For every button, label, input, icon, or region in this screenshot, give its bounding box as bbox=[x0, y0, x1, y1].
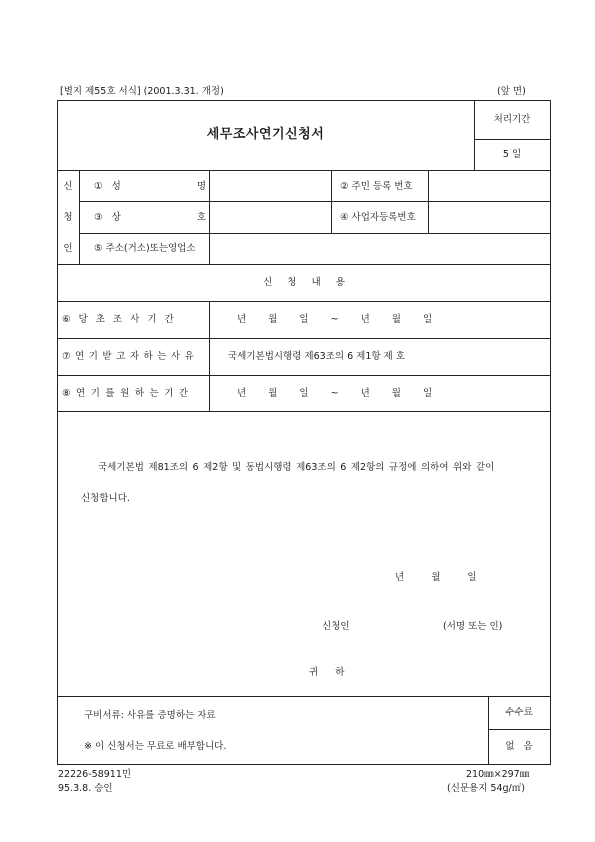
name-label bbox=[94, 182, 206, 192]
applicant-vertical-label-1: 신 bbox=[63, 181, 73, 192]
trade-name-label bbox=[94, 213, 206, 223]
page-side-label: (앞 면) bbox=[497, 86, 526, 97]
request-section-title: 신 청 내 용 bbox=[263, 277, 345, 288]
postpone-reason-label: ⑦ 연 기 받 고 자 하 는 사 유 bbox=[62, 351, 194, 362]
requested-period-label: ⑧ 연 기 를 원 하 는 기 간 bbox=[62, 388, 189, 399]
application-date[interactable]: 년 월 일 bbox=[395, 572, 477, 583]
free-distribution-notice: ※ 이 신청서는 무료로 배부합니다. bbox=[84, 741, 227, 752]
name-label-char-2: 명 bbox=[196, 181, 206, 192]
fee-value: 없 음 bbox=[505, 741, 533, 752]
recipient-label: 귀 하 bbox=[309, 667, 345, 678]
original-period-field[interactable]: 년 월 일 ~ 년 월 일 bbox=[237, 314, 433, 325]
fee-label: 수수료 bbox=[505, 707, 533, 718]
address-label: ⑤ 주소(거소)또는영업소 bbox=[94, 243, 196, 254]
requested-period-field[interactable]: 년 월 일 ~ 년 월 일 bbox=[237, 388, 433, 399]
trade-label-num-char bbox=[94, 213, 139, 223]
statement-line-2: 신청합니다. bbox=[81, 493, 130, 504]
postpone-reason-field[interactable]: 국세기본법시행령 제63조의 6 제1항 제 호 bbox=[228, 351, 405, 362]
form-number: [별지 제55호 서식] (2001.3.31. 개정) bbox=[60, 86, 224, 97]
approval-date: 95.3.8. 승인 bbox=[58, 783, 113, 794]
name-label-char-1: 성 bbox=[111, 181, 121, 192]
rrn-label: ② 주민 등록 번호 bbox=[340, 181, 413, 192]
trade-label-char-2: 호 bbox=[196, 212, 206, 223]
brn-label: ④ 사업자등록번호 bbox=[340, 212, 416, 223]
original-period-label: ⑥ 당 초 조 사 기 간 bbox=[62, 314, 174, 325]
applicant-vertical-label-2: 청 bbox=[63, 212, 73, 223]
trade-label-num: ③ bbox=[94, 212, 103, 223]
name-label-num-char bbox=[94, 182, 139, 192]
name-label-num: ① bbox=[94, 181, 103, 192]
applicant-signature-label: 신청인 bbox=[322, 621, 350, 632]
paper-size: 210㎜×297㎜ bbox=[466, 769, 530, 780]
applicant-vertical-label-3: 인 bbox=[63, 243, 73, 254]
required-documents: 구비서류: 사유를 증명하는 자료 bbox=[84, 710, 216, 721]
paper-spec: (신문용지 54g/㎡) bbox=[447, 783, 525, 794]
processing-period-value: 5 일 bbox=[502, 149, 522, 160]
statement-line-1: 국세기본법 제81조의 6 제2항 및 동법시행령 제63조의 6 제2항의 규정에 의하여 위와 같이 bbox=[98, 462, 495, 473]
form-code: 22226-58911민 bbox=[58, 769, 132, 780]
trade-label-char-1: 상 bbox=[111, 212, 121, 223]
processing-period-label: 처리기간 bbox=[493, 114, 531, 125]
form-title: 세무조사연기신청서 bbox=[206, 127, 325, 142]
signature-or-seal-label: (서명 또는 인) bbox=[443, 621, 503, 632]
